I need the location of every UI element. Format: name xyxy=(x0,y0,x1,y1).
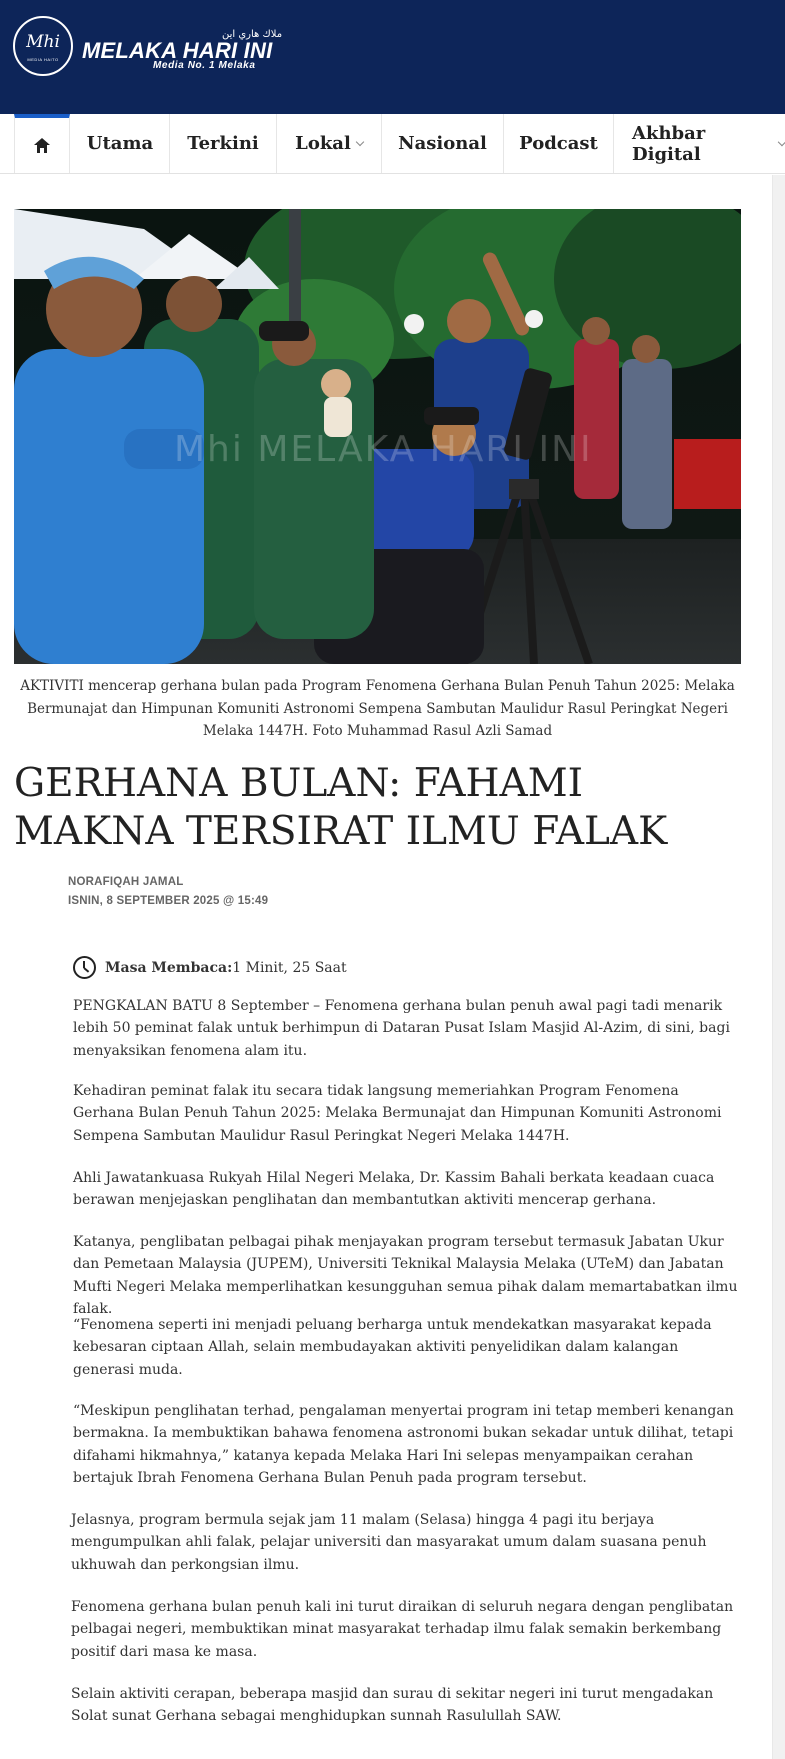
nav-item-akhbar-digital[interactable] xyxy=(614,114,785,173)
nav-item-label: Podcast xyxy=(519,133,598,154)
article-paragraph: “Meskipun penglihatan terhad, pengalaman menyertai program ini tetap memberi kenangan bermakna. Ia membuktikan bahawa fenomena astronomi bukan sekadar untuk dilihat, tetapi difahami hikmahnya,” katanya kepada Melaka Hari Ini selepas menyampaikan cerahan bertajuk Ibrah Fenomena Gerhana Bulan Penuh pada program tersebut. xyxy=(73,1403,734,1487)
brand-name[interactable]: MELAKA HARI INI xyxy=(82,38,273,63)
nav-item-podcast[interactable] xyxy=(504,114,614,173)
nav-item-lokal[interactable] xyxy=(277,114,382,173)
home-icon xyxy=(34,138,50,154)
chevron-down-icon xyxy=(356,137,364,145)
reading-time xyxy=(73,956,347,979)
reading-time-value: 1 Minit, 25 Saat xyxy=(232,959,347,976)
nav-item-terkini[interactable] xyxy=(170,114,277,173)
article-paragraph: Jelasnya, program bermula sejak jam 11 malam (Selasa) hingga 4 pagi itu berjaya mengumpulkan ahli falak, pelajar universiti dan masyarakat umum dalam suasana penuh ukhuwah dan perkongsian ilmu. xyxy=(71,1512,707,1573)
nav-item-label: Utama xyxy=(86,133,154,154)
site-header xyxy=(0,0,785,114)
logo-subtext: MEDIA HAITO xyxy=(27,57,59,62)
nav-item-utama[interactable] xyxy=(71,114,170,173)
main-nav xyxy=(0,114,785,174)
article-hero-image xyxy=(14,209,741,664)
image-watermark: Mhi MELAKA HARI INI xyxy=(174,429,593,470)
site-logo[interactable] xyxy=(13,16,73,76)
clock-icon xyxy=(73,956,96,979)
article-paragraph: Ahli Jawatankuasa Rukyah Hilal Negeri Melaka, Dr. Kassim Bahali berkata keadaan cuaca berawan menjejaskan penglihatan dan membantutkan aktiviti mencerap gerhana. xyxy=(73,1170,715,1209)
nav-item-label: Terkini xyxy=(187,133,259,154)
article-title: GERHANA BULAN: FAHAMI MAKNA TERSIRAT ILMU FALAK xyxy=(14,761,668,854)
nav-item-nasional[interactable] xyxy=(382,114,504,173)
brand-tagline: Media No. 1 Melaka xyxy=(153,60,256,71)
chevron-down-icon xyxy=(778,137,785,145)
reading-time-label: Masa Membaca: xyxy=(105,959,233,976)
nav-item-label: Lokal xyxy=(295,133,351,154)
article-paragraph: “Fenomena seperti ini menjadi peluang berharga untuk mendekatkan masyarakat kepada kebesaran ciptaan Allah, selain membudayakan aktiviti penyelidikan dalam kalangan generasi muda. xyxy=(73,1317,712,1378)
scrollbar-track[interactable] xyxy=(772,175,785,1759)
article-paragraph: Fenomena gerhana bulan penuh kali ini turut diraikan di seluruh negara dengan penglibatan pelbagai negeri, membuktikan minat masyarakat terhadap ilmu falak semakin berkembang positif dari masa ke masa. xyxy=(71,1599,734,1660)
article-paragraph: Kehadiran peminat falak itu secara tidak langsung memeriahkan Program Fenomena Gerhana Bulan Penuh Tahun 2025: Melaka Bermunajat dan Himpunan Komuniti Astronomi Sempena Sambutan Maulidur Rasul Peringkat Negeri Melaka 1447H. xyxy=(73,1083,722,1144)
brand-arabic-text: ملاك هاري اين xyxy=(222,29,283,40)
image-caption: AKTIVITI mencerap gerhana bulan pada Program Fenomena Gerhana Bulan Penuh Tahun 2025: Melaka Bermunajat dan Himpunan Komuniti Astronomi Sempena Sambutan Maulidur Rasul Peringkat Negeri Melaka 1447H. Foto Muhammad Rasul Azli Samad xyxy=(20,678,735,739)
nav-item-label: Nasional xyxy=(398,133,487,154)
article-paragraph: PENGKALAN BATU 8 September – Fenomena gerhana bulan penuh awal pagi tadi menarik lebih 50 peminat falak untuk berhimpun di Dataran Pusat Islam Masjid Al-Azim, di sini, bagi menyaksikan fenomena alam itu. xyxy=(73,998,730,1059)
logo-text: Mhi xyxy=(26,32,60,52)
nav-home[interactable] xyxy=(14,114,70,173)
article-author[interactable]: NORAFIQAH JAMAL xyxy=(68,876,184,888)
article-paragraph: Katanya, penglibatan pelbagai pihak menjayakan program tersebut termasuk Jabatan Ukur dan Pemetaan Malaysia (JUPEM), Universiti Teknikal Malaysia Melaka (UTeM) dan Jabatan Mufti Negeri Melaka memperlihatkan kesungguhan semua pihak dalam memartabatkan ilmu falak. xyxy=(73,1234,738,1318)
article-paragraph: Selain aktiviti cerapan, beberapa masjid dan surau di sekitar negeri ini turut mengadakan Solat sunat Gerhana sebagai menghidupkan sunnah Rasulullah SAW. xyxy=(71,1686,714,1725)
article-date: ISNIN, 8 SEPTEMBER 2025 @ 15:49 xyxy=(68,895,269,907)
nav-item-label: Akhbar Digital xyxy=(632,122,706,165)
